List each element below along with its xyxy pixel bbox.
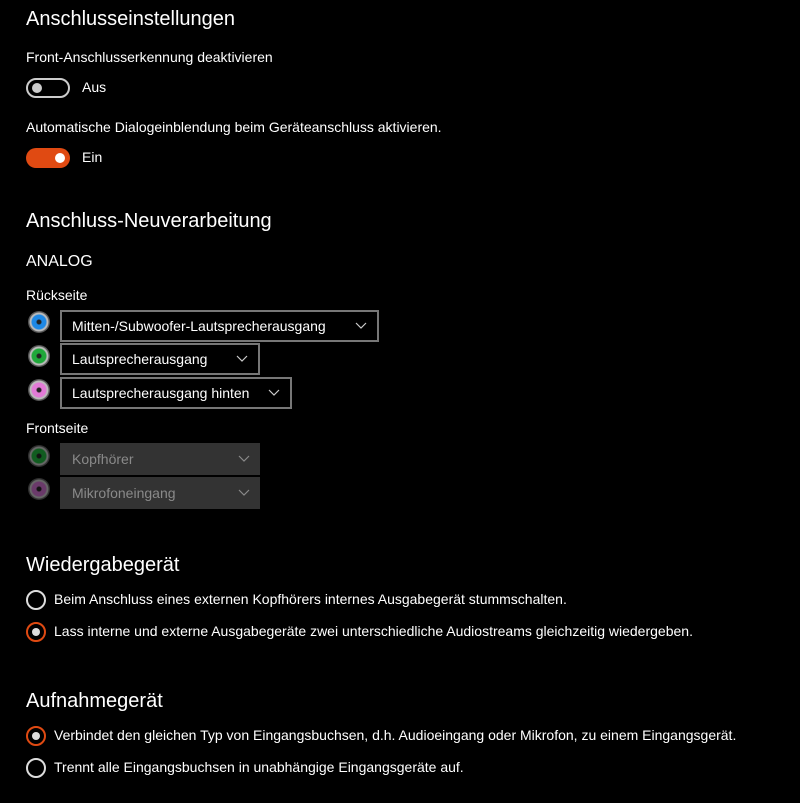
pink-jack-icon	[28, 478, 50, 500]
front-label: Frontseite	[26, 420, 89, 436]
auto-popup-label: Automatische Dialogeinblendung beim Geräteanschluss aktivieren.	[26, 119, 442, 135]
chevron-down-icon	[238, 477, 250, 509]
playback-option-1-label: Beim Anschluss eines externen Kopfhörers internes Ausgabegerät stummschalten.	[54, 591, 567, 607]
playback-radio-2[interactable]	[26, 622, 46, 642]
chevron-down-icon	[236, 345, 248, 373]
select-value: Lautsprecherausgang hinten	[72, 385, 250, 401]
section-title-connector-settings: Anschlusseinstellungen	[26, 8, 236, 30]
green-jack-icon	[28, 345, 50, 367]
front-jack-select-1	[60, 443, 260, 475]
playback-option-2-label: Lass interne und externe Ausgabegeräte zwei unterschiedliche Audiostreams gleichzeitig wiedergeben.	[54, 623, 693, 639]
select-value: Mitten-/Subwoofer-Lautsprecherausgang	[72, 318, 326, 334]
select-value: Mikrofoneingang	[72, 485, 176, 501]
toggle-knob	[55, 153, 65, 163]
blue-jack-icon	[28, 311, 50, 333]
recording-radio-1[interactable]	[26, 726, 46, 746]
recording-option-2-label: Trennt alle Eingangsbuchsen in unabhängige Eingangsgeräte auf.	[54, 759, 464, 775]
rear-jack-select-1[interactable]	[60, 310, 379, 342]
select-value: Kopfhörer	[72, 451, 134, 467]
rear-jack-select-3[interactable]	[60, 377, 292, 409]
section-title-retasking: Anschluss-Neuverarbeitung	[26, 210, 272, 232]
chevron-down-icon	[355, 312, 367, 340]
radio-dot	[32, 732, 40, 740]
front-detect-toggle[interactable]	[26, 78, 70, 98]
recording-radio-2[interactable]	[26, 758, 46, 778]
auto-popup-state: Ein	[82, 149, 103, 165]
radio-dot	[32, 628, 40, 636]
rear-label: Rückseite	[26, 287, 88, 303]
toggle-knob	[32, 83, 42, 93]
playback-radio-1[interactable]	[26, 590, 46, 610]
chevron-down-icon	[268, 379, 280, 407]
recording-option-1-label: Verbindet den gleichen Typ von Eingangsbuchsen, d.h. Audioeingang oder Mikrofon, zu einem Eingangsgerät.	[54, 727, 737, 743]
section-title-playback: Wiedergabegerät	[26, 554, 180, 576]
rear-jack-select-2[interactable]	[60, 343, 260, 375]
front-detect-label: Front-Anschlusserkennung deaktivieren	[26, 49, 273, 65]
front-jack-select-2	[60, 477, 260, 509]
analog-label: ANALOG	[26, 253, 93, 270]
section-title-recording: Aufnahmegerät	[26, 690, 163, 712]
pink-jack-icon	[28, 379, 50, 401]
chevron-down-icon	[238, 443, 250, 475]
front-detect-state: Aus	[82, 79, 107, 95]
select-value: Lautsprecherausgang	[72, 351, 208, 367]
green-jack-icon	[28, 445, 50, 467]
auto-popup-toggle[interactable]	[26, 148, 70, 168]
